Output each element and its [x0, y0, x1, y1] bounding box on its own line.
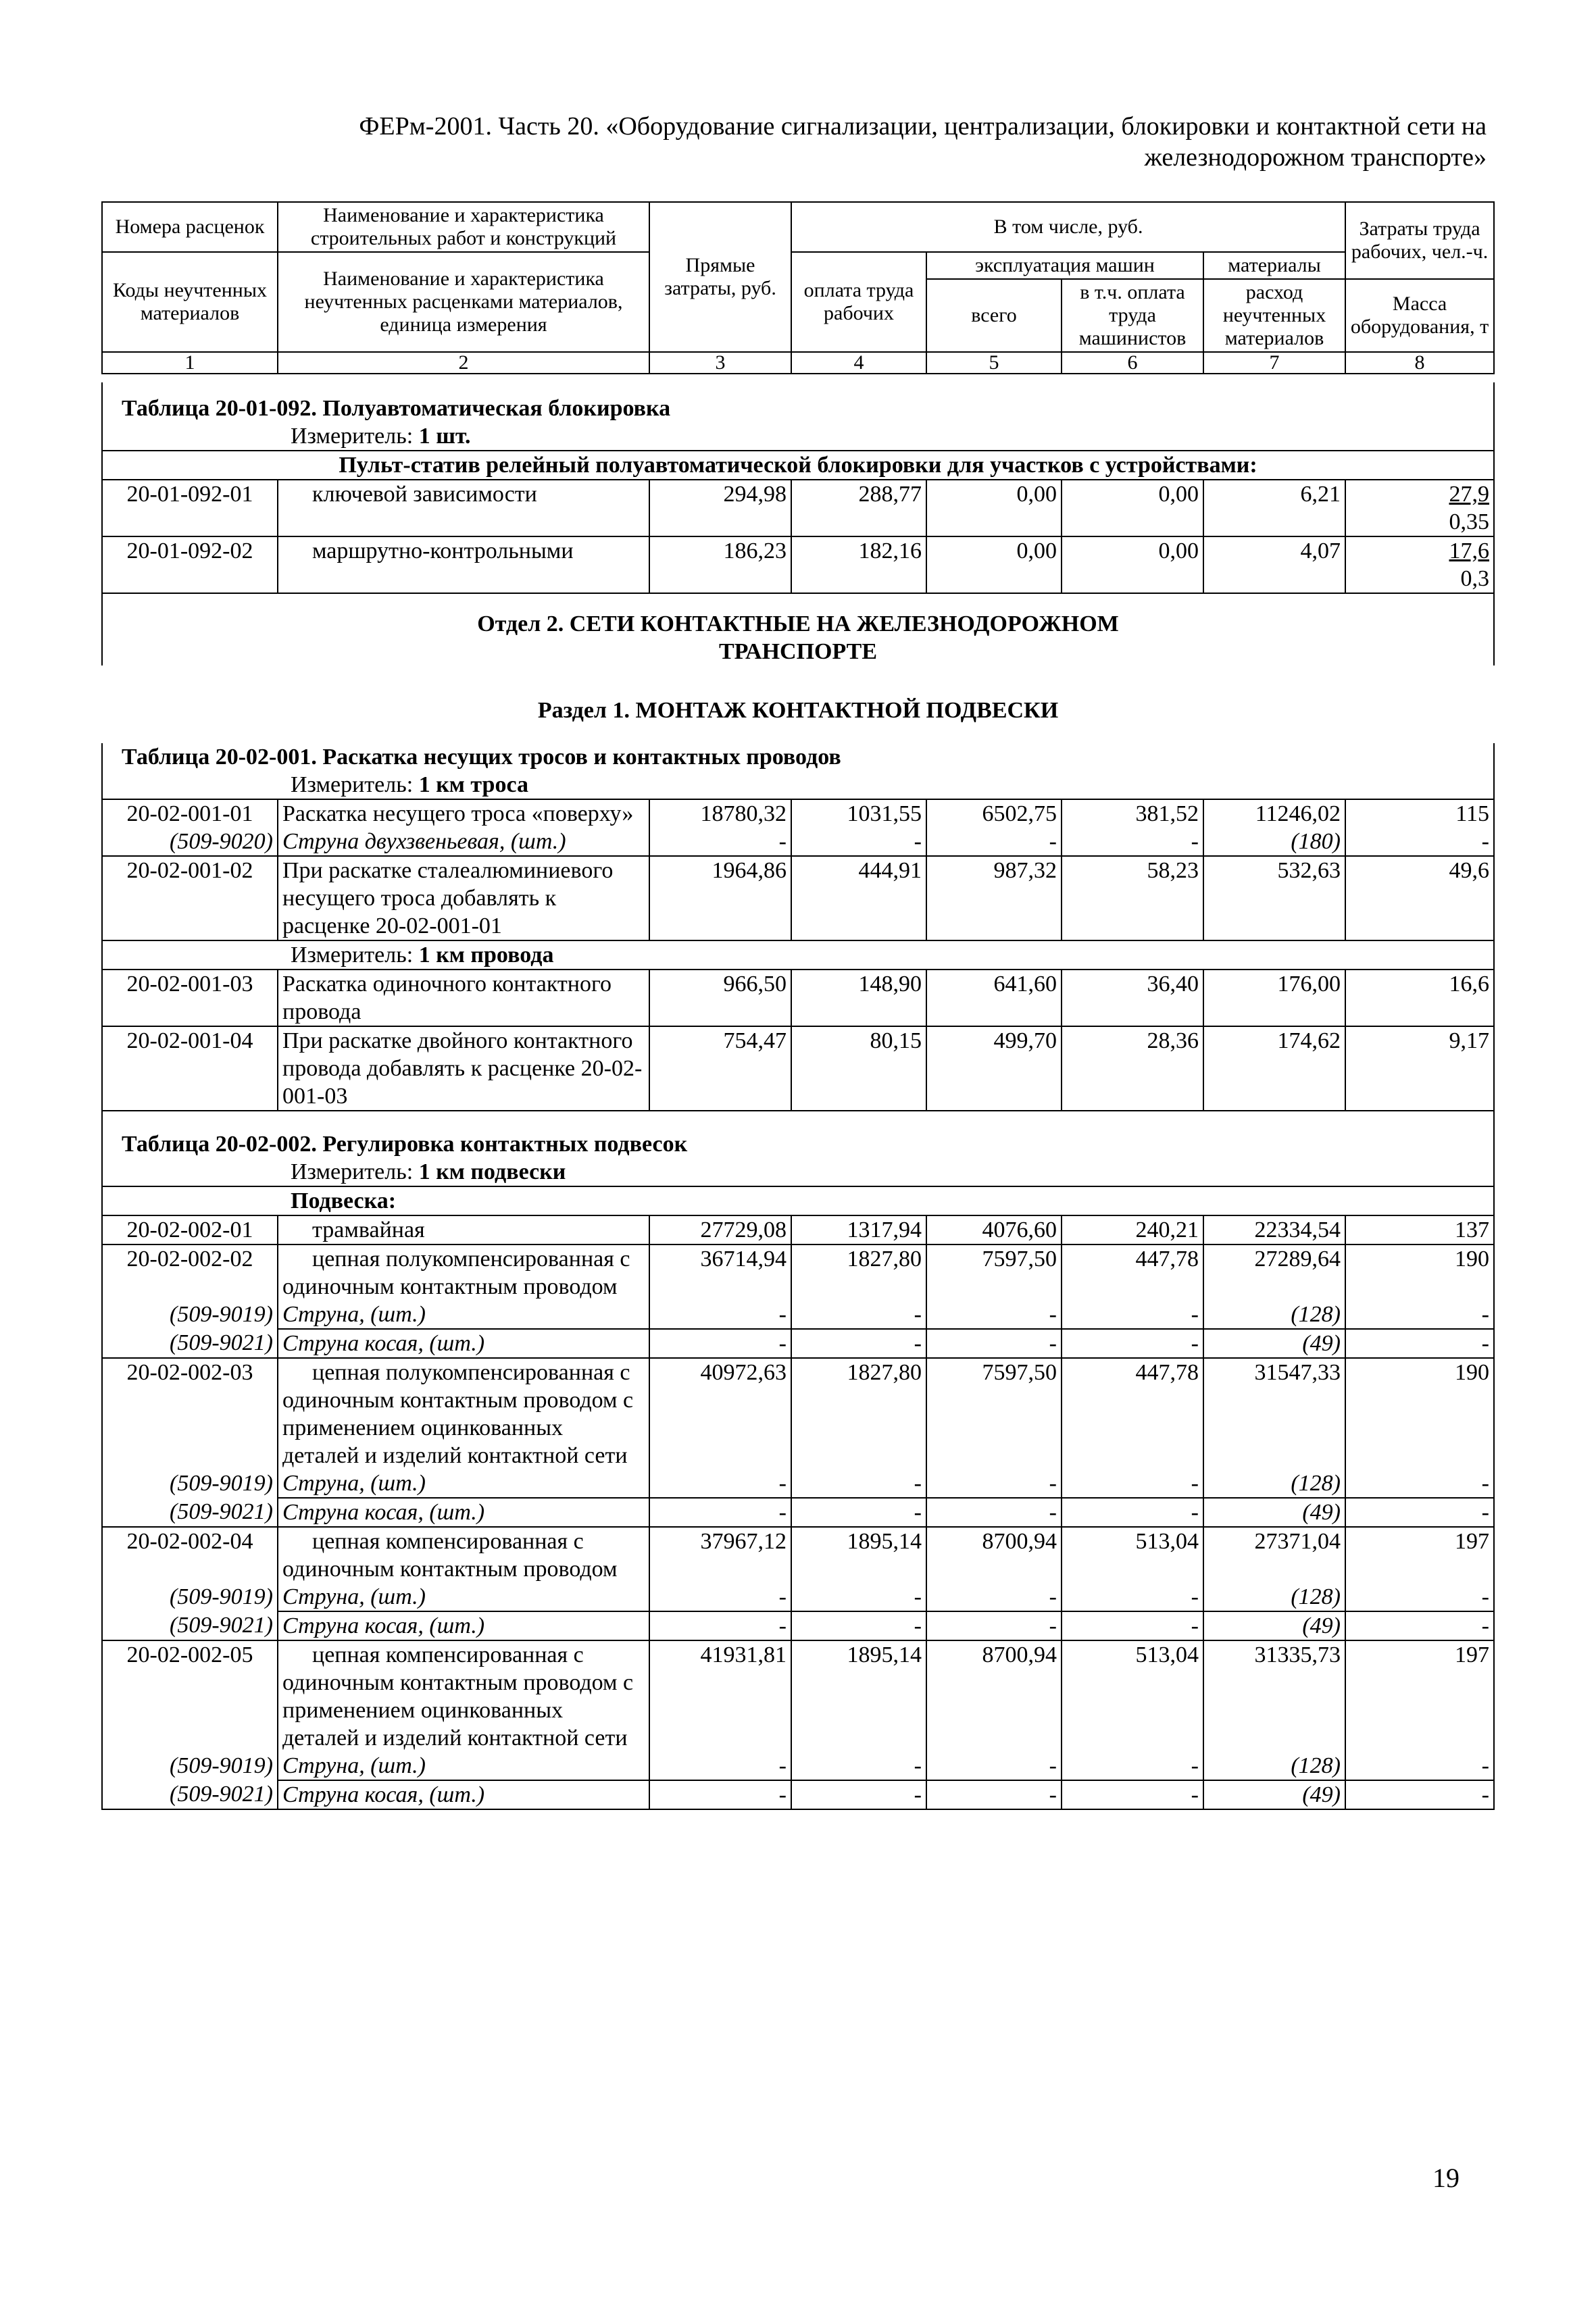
material-name: Струна, (шт.) [278, 1301, 649, 1329]
rate-code: 20-02-001-04 [102, 1026, 278, 1111]
labor-pay: 1895,14 [791, 1640, 926, 1752]
dash: - [1062, 1301, 1203, 1329]
rate-code: 20-02-002-04 [102, 1527, 278, 1583]
labor-hours-value: 17,6 [1449, 538, 1489, 563]
rate-name: ключевой зависимости [278, 480, 649, 536]
direct-cost: 27729,08 [649, 1215, 791, 1244]
dash: - [1345, 1329, 1494, 1358]
dash: - [926, 1583, 1062, 1611]
materials-cost: 31547,33 [1203, 1358, 1345, 1469]
col-3-header: Прямые затраты, руб. [649, 202, 791, 352]
materials-cost: 27289,64 [1203, 1244, 1345, 1301]
table-row [102, 536, 1494, 593]
table-row [102, 1527, 1494, 1583]
table-row [102, 856, 1494, 940]
col-4-header: оплата труда рабочих [791, 252, 926, 352]
rates-table [101, 382, 1495, 1810]
operators-pay: 513,04 [1062, 1640, 1203, 1752]
rate-name: При раскатке двойного контактного провода добавлять к расценке 20-02-001-03 [278, 1026, 649, 1111]
table-row [102, 1640, 1494, 1752]
rate-name: трамвайная [278, 1215, 649, 1244]
rate-code: 20-02-001-02 [102, 856, 278, 940]
dash: - [791, 1301, 926, 1329]
dash: - [791, 1780, 926, 1809]
rate-name: При раскатке сталеалюминиевого несущего троса добавлять к расценке 20-02-001-01 [278, 856, 649, 940]
material-code: (509-9020) [102, 828, 278, 856]
material-row [102, 828, 1494, 856]
table-title-001: Таблица 20-02-001. Раскатка несущих тросов и контактных проводов [102, 743, 1494, 771]
machines-total: 4076,60 [926, 1215, 1062, 1244]
material-row [102, 1583, 1494, 1611]
col-2-top: Наименование и характеристика строительных работ и конструкций [278, 202, 649, 252]
material-name: Струна, (шт.) [278, 1583, 649, 1611]
col-num-6: 6 [1062, 352, 1203, 374]
labor-pay: 1895,14 [791, 1527, 926, 1583]
dash: - [1062, 1583, 1203, 1611]
rate-name-text: цепная компенсированная с одиночным контактным проводом [282, 1529, 618, 1582]
operators-pay: 513,04 [1062, 1527, 1203, 1583]
table-row [102, 1215, 1494, 1244]
dash: - [1345, 1752, 1494, 1780]
equipment-mass: 0,3 [1460, 566, 1489, 591]
measure-001-a [102, 771, 1494, 799]
table-title-092: Таблица 20-01-092. Полуавтоматическая блокировка [102, 382, 1494, 422]
operators-pay: 36,40 [1062, 970, 1203, 1026]
rate-name: Раскатка одиночного контактного провода [278, 970, 649, 1026]
measure-value: 1 км троса [418, 772, 528, 797]
dash: - [1062, 1469, 1203, 1498]
header-line-1: ФЕРм-2001. Часть 20. «Оборудование сигнализации, централизации, блокировки и контактной сети на [359, 112, 1487, 141]
labor-hours: 16,6 [1345, 970, 1494, 1026]
rate-code: 20-01-092-01 [102, 480, 278, 536]
operators-pay: - [1062, 828, 1203, 856]
section-heading-line-2: ТРАНСПОРТЕ [718, 639, 878, 664]
direct-cost: 40972,63 [649, 1358, 791, 1469]
measure-value: 1 км провода [418, 942, 554, 967]
operators-pay: 0,00 [1062, 536, 1203, 593]
materials-cost: 6,21 [1203, 480, 1345, 536]
measure-value: 1 км подвески [418, 1159, 566, 1184]
materials-cost: 31335,73 [1203, 1640, 1345, 1752]
material-quantity: (49) [1203, 1611, 1345, 1640]
rate-name [278, 1640, 649, 1752]
table-row [102, 480, 1494, 536]
material-quantity: (49) [1203, 1780, 1345, 1809]
materials-cost: 27371,04 [1203, 1527, 1345, 1583]
material-name: Струна косая, (шт.) [278, 1780, 649, 1809]
material-code: (509-9019) [102, 1469, 278, 1498]
dash: - [1062, 1780, 1203, 1809]
material-code: (509-9019) [102, 1752, 278, 1780]
dash: - [926, 1780, 1062, 1809]
machines-total: - [926, 828, 1062, 856]
labor-hours [1345, 480, 1494, 536]
labor-pay: 1827,80 [791, 1358, 926, 1469]
measure-label: Измеритель: [291, 1159, 414, 1184]
labor-pay: 80,15 [791, 1026, 926, 1111]
labor-pay: 1317,94 [791, 1215, 926, 1244]
dash: - [926, 1329, 1062, 1358]
material-row [102, 1469, 1494, 1498]
material-quantity: (128) [1203, 1301, 1345, 1329]
material-name: Струна, (шт.) [278, 1752, 649, 1780]
material-code: (509-9021) [102, 1780, 278, 1809]
dash: - [791, 1611, 926, 1640]
machines-total: 7597,50 [926, 1244, 1062, 1301]
labor-pay: - [791, 828, 926, 856]
material-code: (509-9021) [102, 1329, 278, 1358]
rate-code: 20-02-002-03 [102, 1358, 278, 1469]
labor-hours: 49,6 [1345, 856, 1494, 940]
operators-pay: 0,00 [1062, 480, 1203, 536]
col-group-header: В том числе, руб. [791, 202, 1345, 252]
direct-cost: 1964,86 [649, 856, 791, 940]
dash: - [926, 1469, 1062, 1498]
material-name: Струна косая, (шт.) [278, 1329, 649, 1358]
col-num-7: 7 [1203, 352, 1345, 374]
materials-cost: 532,63 [1203, 856, 1345, 940]
labor-hours: 9,17 [1345, 1026, 1494, 1111]
material-quantity: (128) [1203, 1469, 1345, 1498]
labor-hours: 197 [1345, 1527, 1494, 1583]
dash: - [1345, 1469, 1494, 1498]
material-row [102, 1301, 1494, 1329]
machines-total: 8700,94 [926, 1527, 1062, 1583]
table-row [102, 1026, 1494, 1111]
labor-hours: 190 [1345, 1244, 1494, 1301]
operators-pay: 58,23 [1062, 856, 1203, 940]
machines-total: 499,70 [926, 1026, 1062, 1111]
dash: - [649, 1583, 791, 1611]
dash: - [649, 1752, 791, 1780]
col-1-top: Номера расценок [102, 202, 278, 252]
dash: - [1062, 1329, 1203, 1358]
machines-total: 987,32 [926, 856, 1062, 940]
labor-hours: 137 [1345, 1215, 1494, 1244]
dash: - [1345, 1611, 1494, 1640]
dash: - [926, 1752, 1062, 1780]
measure-001-b [102, 940, 1494, 970]
material-name: Струна косая, (шт.) [278, 1498, 649, 1527]
materials-header: материалы [1203, 252, 1345, 279]
material-name: Струна, (шт.) [278, 1469, 649, 1498]
material-code: (509-9019) [102, 1583, 278, 1611]
labor-hours [1345, 536, 1494, 593]
table-row [102, 1358, 1494, 1469]
dash: - [1345, 1583, 1494, 1611]
direct-cost: 966,50 [649, 970, 791, 1026]
page-number: 19 [1432, 2163, 1460, 2193]
rate-code: 20-02-001-03 [102, 970, 278, 1026]
measure-value: 1 шт. [418, 424, 471, 449]
table-row [102, 1244, 1494, 1301]
measure-label: Измеритель: [291, 772, 414, 797]
col-5-header: всего [926, 279, 1062, 352]
dash: - [649, 1469, 791, 1498]
operators-pay: 28,36 [1062, 1026, 1203, 1111]
material-code: (509-9021) [102, 1611, 278, 1640]
dash: - [926, 1611, 1062, 1640]
dash: - [1345, 1780, 1494, 1809]
section-heading [102, 593, 1494, 665]
material-quantity: (49) [1203, 1329, 1345, 1358]
labor-hours-value: 27,9 [1449, 482, 1489, 507]
rate-name-text: цепная полукомпенсированная с одиночным контактным проводом [282, 1247, 630, 1299]
dash: - [1062, 1752, 1203, 1780]
rate-code: 20-01-092-02 [102, 536, 278, 593]
col-8-bottom: Масса оборудования, т [1345, 279, 1494, 352]
col-num-3: 3 [649, 352, 791, 374]
dash: - [1345, 1301, 1494, 1329]
dash: - [649, 1780, 791, 1809]
measure-label: Измеритель: [291, 424, 414, 449]
table-row [102, 970, 1494, 1026]
operators-pay: 447,78 [1062, 1358, 1203, 1469]
rate-name: Раскатка несущего троса «поверху» [278, 799, 649, 828]
direct-cost: 186,23 [649, 536, 791, 593]
labor-pay: 148,90 [791, 970, 926, 1026]
machines-total: 6502,75 [926, 799, 1062, 828]
machines-total: 0,00 [926, 480, 1062, 536]
measure-092 [102, 422, 1494, 451]
machines-total: 7597,50 [926, 1358, 1062, 1469]
dash: - [649, 1498, 791, 1527]
direct-cost: 754,47 [649, 1026, 791, 1111]
column-header-table [101, 201, 1495, 374]
dash: - [1345, 1498, 1494, 1527]
materials-cost: 22334,54 [1203, 1215, 1345, 1244]
exploit-header: эксплуатация машин [926, 252, 1203, 279]
labor-pay: 288,77 [791, 480, 926, 536]
material-row [102, 1329, 1494, 1358]
subheading-092: Пульт-статив релейный полуавтоматической блокировки для участков с устройствами: [102, 451, 1494, 480]
col-num-8: 8 [1345, 352, 1494, 374]
col-6-header: в т.ч. оплата труда машинистов [1062, 279, 1203, 352]
direct-cost: 36714,94 [649, 1244, 791, 1301]
material-quantity: (49) [1203, 1498, 1345, 1527]
rate-code: 20-02-002-01 [102, 1215, 278, 1244]
dash: - [791, 1469, 926, 1498]
labor-hours: 190 [1345, 1358, 1494, 1469]
dash: - [649, 1329, 791, 1358]
measure-002 [102, 1158, 1494, 1186]
material-row [102, 1498, 1494, 1527]
material-quantity: (128) [1203, 1752, 1345, 1780]
direct-cost: 37967,12 [649, 1527, 791, 1583]
dash: - [791, 1329, 926, 1358]
col-2-bottom: Наименование и характеристика неучтенных расценками материалов, единица измерения [278, 252, 649, 352]
subsection-heading: Раздел 1. МОНТАЖ КОНТАКТНОЙ ПОДВЕСКИ [537, 698, 1059, 723]
labor-pay: 444,91 [791, 856, 926, 940]
section-heading-line-1: Отдел 2. СЕТИ КОНТАКТНЫЕ НА ЖЕЛЕЗНОДОРОЖНОМ [477, 611, 1119, 636]
direct-cost: 18780,32 [649, 799, 791, 828]
materials-cost: 11246,02 [1203, 799, 1345, 828]
labor-pay: 182,16 [791, 536, 926, 593]
rate-name [278, 1527, 649, 1583]
col-num-5: 5 [926, 352, 1062, 374]
col-1-bottom: Коды неучтенных материалов [102, 252, 278, 352]
rate-code: 20-02-001-01 [102, 799, 278, 828]
dash: - [926, 1498, 1062, 1527]
machines-total: 641,60 [926, 970, 1062, 1026]
material-row [102, 1752, 1494, 1780]
machines-total: 8700,94 [926, 1640, 1062, 1752]
labor-hours: - [1345, 828, 1494, 856]
dash: - [791, 1583, 926, 1611]
materials-cost: 176,00 [1203, 970, 1345, 1026]
col-num-1: 1 [102, 352, 278, 374]
dash: - [1062, 1498, 1203, 1527]
material-quantity: (128) [1203, 1583, 1345, 1611]
materials-cost: 4,07 [1203, 536, 1345, 593]
material-code: (509-9021) [102, 1498, 278, 1527]
material-name: Струна двухзвеньевая, (шт.) [278, 828, 649, 856]
subheading-002: Подвеска: [102, 1186, 1494, 1215]
rate-code: 20-02-002-05 [102, 1640, 278, 1752]
labor-pay: 1827,80 [791, 1244, 926, 1301]
rate-name [278, 1244, 649, 1301]
operators-pay: 240,21 [1062, 1215, 1203, 1244]
measure-label: Измеритель: [291, 942, 414, 967]
rate-name: маршрутно-контрольными [278, 536, 649, 593]
operators-pay: 381,52 [1062, 799, 1203, 828]
col-8-top: Затраты труда рабочих, чел.-ч. [1345, 202, 1494, 279]
running-header [101, 111, 1487, 173]
material-name: Струна косая, (шт.) [278, 1611, 649, 1640]
col-num-2: 2 [278, 352, 649, 374]
machines-total: 0,00 [926, 536, 1062, 593]
col-7-header: расход неучтенных материалов [1203, 279, 1345, 352]
dash: - [791, 1752, 926, 1780]
material-row [102, 1780, 1494, 1809]
direct-cost: 41931,81 [649, 1640, 791, 1752]
material-row [102, 1611, 1494, 1640]
rate-name [278, 1358, 649, 1469]
equipment-mass: 0,35 [1449, 509, 1489, 534]
table-title-002: Таблица 20-02-002. Регулировка контактных подвесок [102, 1111, 1494, 1158]
labor-hours: 197 [1345, 1640, 1494, 1752]
rate-code: 20-02-002-02 [102, 1244, 278, 1301]
rate-name-text: цепная компенсированная с одиночным контактным проводом с применением оцинкованных деталей и изделий контактной сети [282, 1642, 634, 1751]
col-num-4: 4 [791, 352, 926, 374]
direct-cost: 294,98 [649, 480, 791, 536]
dash: - [1062, 1611, 1203, 1640]
rate-name-text: цепная полукомпенсированная с одиночным контактным проводом с применением оцинкованных деталей и изделий контактной сети [282, 1360, 634, 1468]
labor-pay: 1031,55 [791, 799, 926, 828]
operators-pay: 447,78 [1062, 1244, 1203, 1301]
materials-cost: 174,62 [1203, 1026, 1345, 1111]
header-line-2: железнодорожном транспорте» [1144, 143, 1487, 172]
dash: - [649, 1301, 791, 1329]
material-code: (509-9019) [102, 1301, 278, 1329]
dash: - [791, 1498, 926, 1527]
direct-cost: - [649, 828, 791, 856]
dash: - [926, 1301, 1062, 1329]
labor-hours: 115 [1345, 799, 1494, 828]
material-quantity: (180) [1203, 828, 1345, 856]
dash: - [649, 1611, 791, 1640]
table-row [102, 799, 1494, 828]
